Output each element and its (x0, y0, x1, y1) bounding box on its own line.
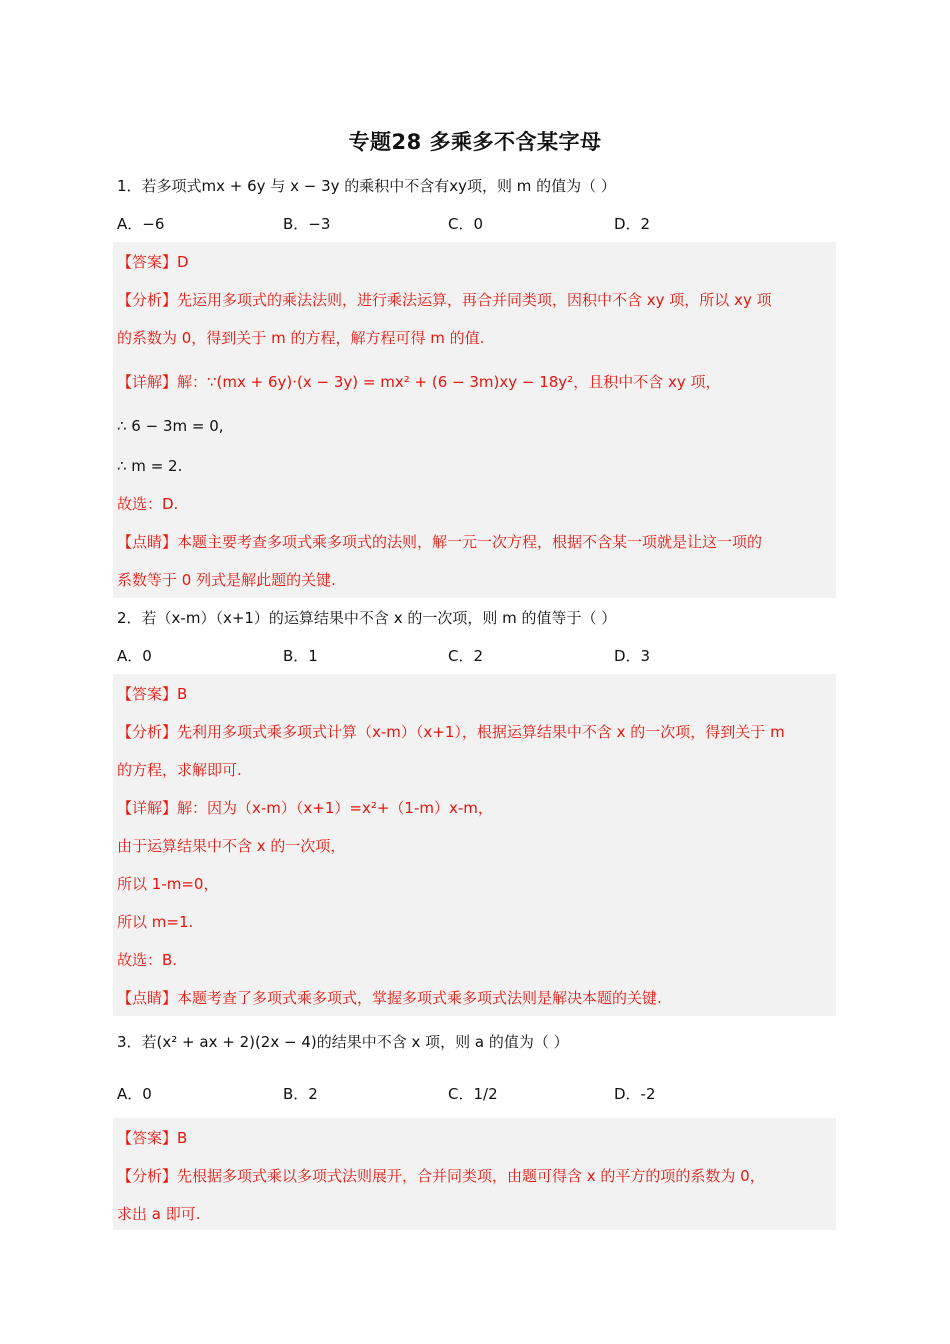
q3-analysis-line-1: 【分析】先根据多项式乘以多项式法则展开，合并同类项，由题可得含 x 的平方的项的系数为 0， (117, 1167, 765, 1185)
q2-choice: 故选：B. (117, 951, 178, 969)
q2-detail-line-2: 由于运算结果中不含 x 的一次项， (117, 837, 346, 855)
q1-comment-line-2: 系数等于 0 列式是解此题的关键. (117, 571, 336, 589)
q2-option-c: C．2 (448, 647, 484, 665)
q1-detail-line-1: 【详解】解：∵(mx + 6y)·(x − 3y) = mx² + (6 − 3m)xy − 18y²，且积中不含 xy 项， (117, 373, 721, 391)
question-3-stem: 3．若(x² + ax + 2)(2x − 4)的结果中不含 x 项，则 a 的值为（ ） (117, 1033, 569, 1051)
q1-analysis-line-2: 的系数为 0，得到关于 m 的方程，解方程可得 m 的值. (117, 329, 485, 347)
q2-option-a: A．0 (117, 647, 152, 665)
q2-option-d: D．3 (614, 647, 651, 665)
q1-analysis-line-1: 【分析】先运用多项式的乘法法则，进行乘法运算，再合并同类项，因积中不含 xy 项，所以 xy 项 (117, 291, 772, 309)
question-2-stem: 2．若（x-m）（x+1）的运算结果中不含 x 的一次项，则 m 的值等于（ ） (117, 609, 617, 627)
question-1-stem (117, 176, 616, 196)
q2-detail-line-4: 所以 m=1. (117, 913, 194, 931)
q1-option-d: D．2 (614, 215, 651, 233)
q3-analysis-line-2: 求出 a 即可. (117, 1205, 201, 1223)
q3-answer: 【答案】B (117, 1129, 188, 1147)
q1-option-a: A．−6 (117, 215, 165, 233)
q3-option-b: B．2 (283, 1085, 318, 1103)
q2-answer: 【答案】B (117, 685, 188, 703)
q2-analysis-line-2: 的方程，求解即可. (117, 761, 242, 779)
q2-option-b: B．1 (283, 647, 318, 665)
q3-option-a: A．0 (117, 1085, 152, 1103)
q2-detail-line-1: 【详解】解：因为（x-m）（x+1）=x²+（1-m）x-m， (117, 799, 493, 817)
q3-option-d: D．-2 (614, 1085, 656, 1103)
page-title: 专题28 多乘多不含某字母 (348, 130, 602, 154)
q2-detail-line-3: 所以 1-m=0， (117, 875, 219, 893)
question-1-stem-text: 1．若多项式mx + 6y 与 x − 3y 的乘积中不含有xy项，则 m 的值为（ ） (117, 177, 616, 195)
q3-option-c: C．1/2 (448, 1085, 498, 1103)
q1-comment-line-1: 【点睛】本题主要考查多项式乘多项式的法则，解一元一次方程，根据不含某一项就是让这一项的 (117, 533, 763, 551)
q1-option-b: B．−3 (283, 215, 331, 233)
q2-comment-line-1: 【点睛】本题考查了多项式乘多项式，掌握多项式乘多项式法则是解决本题的关键. (117, 989, 662, 1007)
q1-detail-line-3: ∴ m = 2. (117, 457, 183, 475)
q1-detail-line-2: ∴ 6 − 3m = 0, (117, 417, 224, 435)
q1-option-c: C．0 (448, 215, 484, 233)
q1-answer: 【答案】D (117, 253, 189, 271)
q2-analysis-line-1: 【分析】先利用多项式乘多项式计算（x-m）（x+1），根据运算结果中不含 x 的一次项，得到关于 m (117, 723, 785, 741)
q1-choice: 故选：D. (117, 495, 179, 513)
